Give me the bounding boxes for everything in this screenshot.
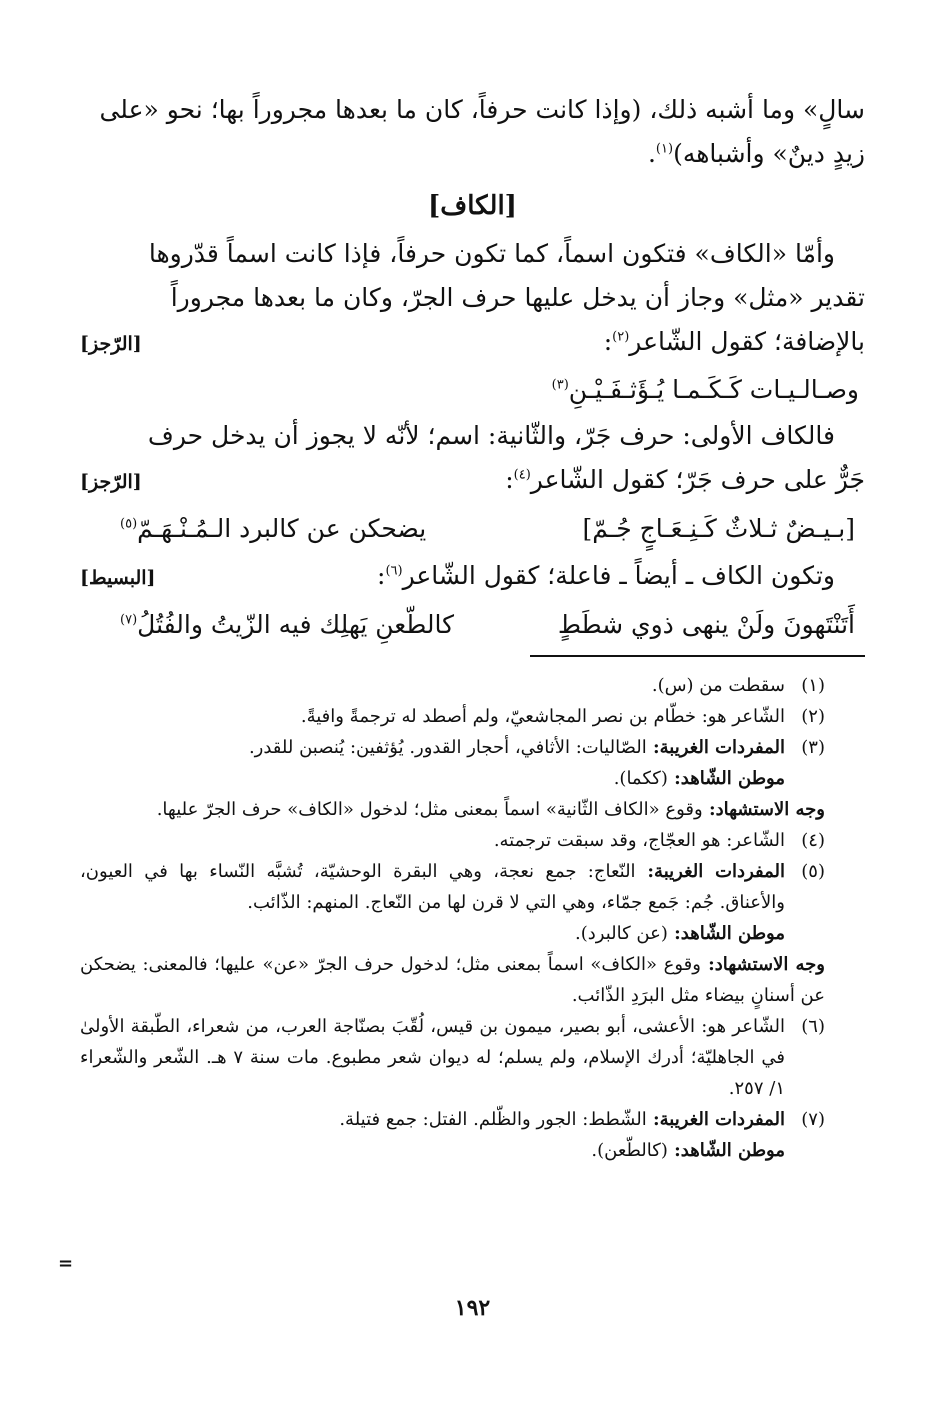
explanation-line-2-text	[505, 458, 865, 502]
footnote-ref-2[interactable]: (٢)	[612, 329, 630, 345]
footnote-number: (٤)	[801, 830, 825, 851]
footnote-separator	[530, 655, 865, 657]
footnote-label: موطن الشّاهد:	[667, 1140, 785, 1161]
meter-tag-rajaz-1: [الرّجز]	[80, 333, 142, 355]
footnote-item	[80, 825, 825, 856]
footnote-item	[80, 1135, 825, 1166]
footnote-number	[785, 763, 825, 794]
footnote-ref-5[interactable]: (٥)	[120, 516, 138, 532]
intro-line-2: زيدٍ دينٌ» وأشباهه)	[673, 139, 865, 168]
verse-2	[80, 504, 865, 554]
intro-line-2-end: .	[647, 139, 656, 168]
footnote-text	[80, 1011, 785, 1104]
footnote-label: المفردات الغريبة:	[635, 861, 785, 882]
footnote-ref-3[interactable]: (٣)	[551, 377, 569, 393]
margin-mark: =	[58, 1253, 74, 1274]
footnote-text	[80, 701, 785, 732]
footnote-content: الصّاليات: الأثافي، أحجار القدور. يُؤثفين: يُنصبن للقدر.	[248, 737, 647, 758]
footnote-item	[80, 1011, 825, 1104]
footnote-number: (١)	[801, 675, 825, 696]
footnote-content: وقوع «الكاف الثّانية» اسماً بمعنى مثل؛ لدخول «الكاف» حرف الجرّ عليها.	[156, 799, 703, 820]
footnote-content: وقوع «الكاف» اسماً بمعنى مثل؛ لدخول حرف الجرّ «عن» عليها؛ فالمعنى: يضحكن عن أسنانٍ بيضاء مثل البرَدِ الذّائب.	[80, 954, 825, 1006]
footnote-number: (٢)	[801, 706, 825, 727]
footnote-ref-7[interactable]: (٧)	[120, 612, 138, 628]
verse-3-second-hemistich: كالطّعنِ يَهلِك فيه الزّيتُ والفُتُلُ	[137, 610, 455, 639]
verse-2-first-hemistich: [بـيـضٌ ثـلاثٌ كَـنِـعَـاجٍ جُـمّ]	[582, 514, 855, 543]
footnote-item	[80, 763, 825, 794]
footnote-ref-4[interactable]: (٤)	[513, 467, 531, 483]
kaf-line-3-b: :	[603, 327, 613, 356]
footnote-text	[80, 670, 785, 701]
footnote-text	[80, 856, 785, 918]
footnote-item	[80, 794, 825, 825]
fa-ila-text-b: :	[377, 561, 386, 590]
verse-2-second-hemistich-wrap	[120, 504, 426, 554]
footnote-text	[80, 825, 785, 856]
footnote-content: الشّاعر هو: الأعشى، أبو بصير، ميمون بن قيس، لُقّبَ بصنّاجة العرب، من شعراء، الطّبقة الأولىٰ في الجاهليّة؛ أدرك الإسلام، ولم يسلم؛ له ديوان شعر مطبوع. مات سنة ٧ هـ. الشّعر والشّعراء ١/ ٢٥٧.	[80, 1016, 785, 1099]
footnote-item	[80, 701, 825, 732]
explanation-line-1: فالكاف الأولى: حرف جَرّ، والثّانية: اسم؛ لأنّه لا يجوز أن يدخل حرف	[147, 421, 835, 450]
footnote-content: الشّاعر هو: خطّام بن نصر المجاشعيّ، ولم أصطد له ترجمةً وافيةً.	[300, 706, 785, 727]
footnote-content: (عن كالبرد).	[575, 923, 668, 944]
verse-3-second-hemistich-wrap	[120, 600, 454, 650]
footnote-ref-6[interactable]: (٦)	[385, 563, 403, 579]
footnote-text	[80, 949, 825, 1011]
footnote-label: وجه الاستشهاد:	[702, 799, 825, 820]
footnote-number	[785, 1135, 825, 1166]
footnote-item	[80, 732, 825, 763]
meter-tag-rajaz-2: [الرّجز]	[80, 471, 142, 493]
footnote-text	[80, 794, 825, 825]
verse-1-text: وصـالـيـات كَـكَـمـا يُـؤَثـفَـيْـنِ	[568, 375, 859, 404]
footnote-text	[80, 1135, 785, 1166]
footnote-content: (ككما).	[613, 768, 668, 789]
kaf-line-3	[80, 320, 865, 366]
footnote-content: (كالطّعن).	[591, 1140, 668, 1161]
footnote-label: وجه الاستشهاد:	[700, 954, 825, 975]
verse-3-first-hemistich: أَتَنْتَهونَ ولَنْ ينهى ذوي شطَطٍ	[557, 610, 855, 639]
explanation-line-2-b: :	[505, 465, 514, 494]
footnote-item	[80, 856, 825, 918]
footnote-text	[80, 732, 785, 763]
footnote-item	[80, 1104, 825, 1135]
kaf-line-2: تقدير «مثل» وجاز أن يدخل عليها حرف الجرّ، وكان ما بعدها مجروراً	[170, 283, 865, 312]
kaf-explanation-paragraph	[80, 414, 865, 504]
footnote-number: (٥)	[801, 861, 825, 882]
footnote-text	[80, 763, 785, 794]
footnote-item	[80, 670, 825, 701]
footnote-item	[80, 918, 825, 949]
fa-ila-text-a: وتكون الكاف ـ أيضاً ـ فاعلة؛ كقول الشّاعر	[402, 561, 835, 590]
footnote-label: المفردات الغريبة:	[646, 1109, 785, 1130]
footnote-label: المفردات الغريبة:	[646, 737, 785, 758]
footnote-number: (٧)	[801, 1109, 825, 1130]
footnote-content: سقطت من (س).	[651, 675, 785, 696]
footnote-number	[785, 918, 825, 949]
explanation-line-2-a: جَرٌّ على حرف جَرّ؛ كقول الشّاعر	[530, 465, 865, 494]
verse-1	[80, 366, 865, 414]
meter-tag-basit: [البسيط]	[80, 567, 156, 589]
footnote-content: النّعاج: جمع نعجة، وهي البقرة الوحشيّة، تُشبَّه النّساء بها في العيون، والأعناق. جُم: جَمع جمّاء، وهي التي لا قرن لها من النّعاج. المنهم: الذّائب.	[80, 861, 785, 913]
footnotes	[80, 670, 825, 1166]
footnote-number: (٣)	[801, 737, 825, 758]
fa-ila-text	[377, 554, 835, 598]
footnote-number: (٦)	[801, 1016, 825, 1037]
footnote-ref-1[interactable]: (١)	[655, 141, 674, 157]
verse-2-second-hemistich: يضحكن عن كالبرد الـمُـنْـهَـمّ	[137, 514, 427, 543]
footnote-content: الشّاعر: هو العجّاج، وقد سبقت ترجمته.	[493, 830, 785, 851]
kaf-line-3-text	[604, 320, 865, 364]
intro-paragraph	[80, 88, 865, 176]
page-number: ١٩٢	[454, 1295, 491, 1321]
kaf-line-1: وأمّا «الكاف» فتكون اسماً، كما تكون حرفاً، فإذا كانت اسماً قدّروها	[148, 239, 835, 268]
section-heading: [الكاف]	[428, 191, 517, 221]
footnote-content: الشّطط: الجور والظّلم. الفتل: جمع فتيلة.	[339, 1109, 647, 1130]
footnote-item	[80, 949, 825, 1011]
footnote-label: موطن الشّاهد:	[667, 768, 785, 789]
explanation-line-2	[80, 458, 865, 504]
footnote-text	[80, 1104, 785, 1135]
intro-line-1: سالٍ» وما أشبه ذلك، (وإذا كانت حرفاً، كان ما بعدها مجروراً بها؛ نحو «على	[99, 95, 865, 124]
main-text	[80, 88, 865, 650]
verse-3	[80, 600, 865, 650]
footnote-text	[80, 918, 785, 949]
fa-ila-line	[80, 554, 865, 600]
kaf-line-3-a: بالإضافة؛ كقول الشّاعر	[629, 327, 865, 356]
footnote-label: موطن الشّاهد:	[667, 923, 785, 944]
kaf-paragraph	[80, 232, 865, 366]
